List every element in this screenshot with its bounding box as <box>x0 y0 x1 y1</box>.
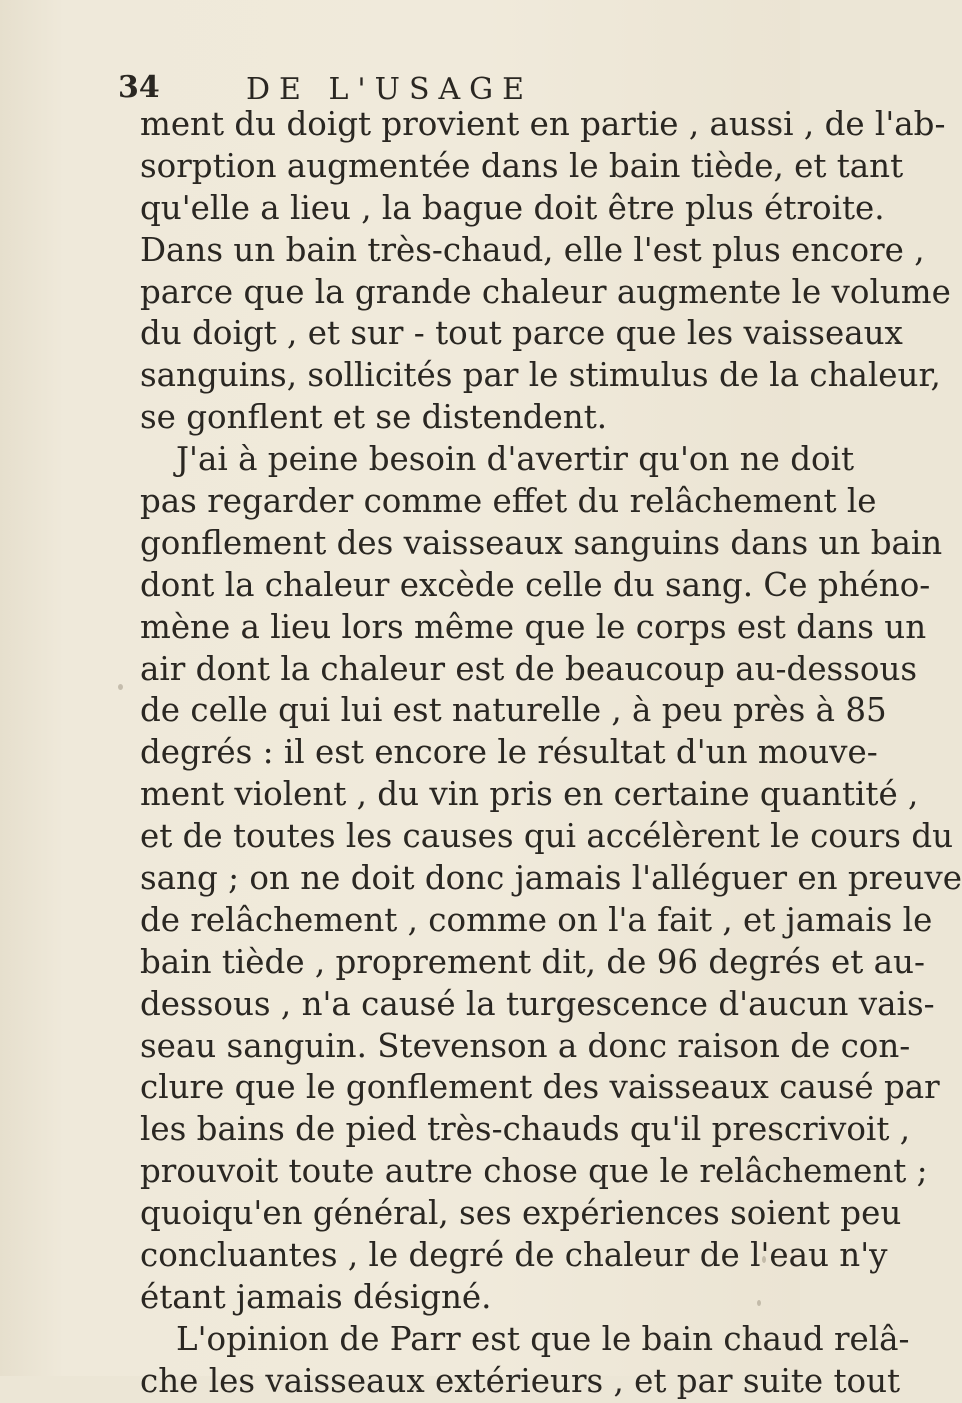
paper-spot <box>762 1256 766 1263</box>
text-line: dessous , n'a causé la turgescence d'aucun vais- <box>140 984 935 1023</box>
text-line: sang ; on ne doit donc jamais l'alléguer en preuve <box>140 859 962 898</box>
paper-spot <box>118 684 123 690</box>
text-line: dont la chaleur excède celle du sang. Ce phéno- <box>140 565 931 604</box>
body-text <box>140 104 962 1403</box>
text-line: de relâchement , comme on l'a fait , et jamais le <box>140 900 933 939</box>
text-line: degrés : il est encore le résultat d'un mouve- <box>140 733 878 772</box>
text-line: étant jamais désigné. <box>140 1277 492 1316</box>
text-line: air dont la chaleur est de beaucoup au-dessous <box>140 649 918 688</box>
text-line: pas regarder comme effet du relâchement le <box>140 482 877 521</box>
text-line: gonflement des vaisseaux sanguins dans un bain <box>140 523 943 562</box>
text-line: ment violent , du vin pris en certaine quantité , <box>140 775 919 814</box>
text-line: L'opinion de Parr est que le bain chaud relâ- <box>176 1319 910 1358</box>
text-line: Dans un bain très-chaud, elle l'est plus encore , <box>140 230 925 269</box>
text-line: concluantes , le degré de chaleur de l'eau n'y <box>140 1236 888 1275</box>
text-line: sorption augmentée dans le bain tiède, et tant <box>140 146 904 185</box>
text-line: J'ai à peine besoin d'avertir qu'on ne doit <box>176 440 855 479</box>
text-line: parce que la grande chaleur augmente le volume <box>140 272 951 311</box>
running-head: DE L'USAGE <box>246 72 534 107</box>
text-line: clure que le gonflement des vaisseaux causé par <box>140 1068 940 1107</box>
text-line: che les vaisseaux extérieurs , et par suite tout <box>140 1361 901 1400</box>
text-line: de celle qui lui est naturelle , à peu près à 85 <box>140 691 887 730</box>
text-line: bain tiède , proprement dit, de 96 degrés et au- <box>140 942 925 981</box>
text-line: prouvoit toute autre chose que le relâchement ; <box>140 1152 928 1191</box>
text-line: quoiqu'en général, ses expériences soient peu <box>140 1194 902 1233</box>
text-line: sanguins, sollicités par le stimulus de la chaleur, <box>140 356 941 395</box>
text-line: ment du doigt provient en partie , aussi , de l'ab- <box>140 105 946 143</box>
text-line: mène a lieu lors même que le corps est dans un <box>140 607 927 646</box>
text-line: seau sanguin. Stevenson a donc raison de con- <box>140 1026 911 1065</box>
paper-spot <box>757 1300 761 1306</box>
text-line: qu'elle a lieu , la bague doit être plus étroite. <box>140 188 885 227</box>
text-line: les bains de pied très-chauds qu'il prescrivoit , <box>140 1110 911 1149</box>
page-number: 34 <box>118 70 160 105</box>
text-line: se gonflent et se distendent. <box>140 398 608 437</box>
text-line: du doigt , et sur - tout parce que les vaisseaux <box>140 314 903 353</box>
text-line: et de toutes les causes qui accélèrent le cours du <box>140 817 954 856</box>
